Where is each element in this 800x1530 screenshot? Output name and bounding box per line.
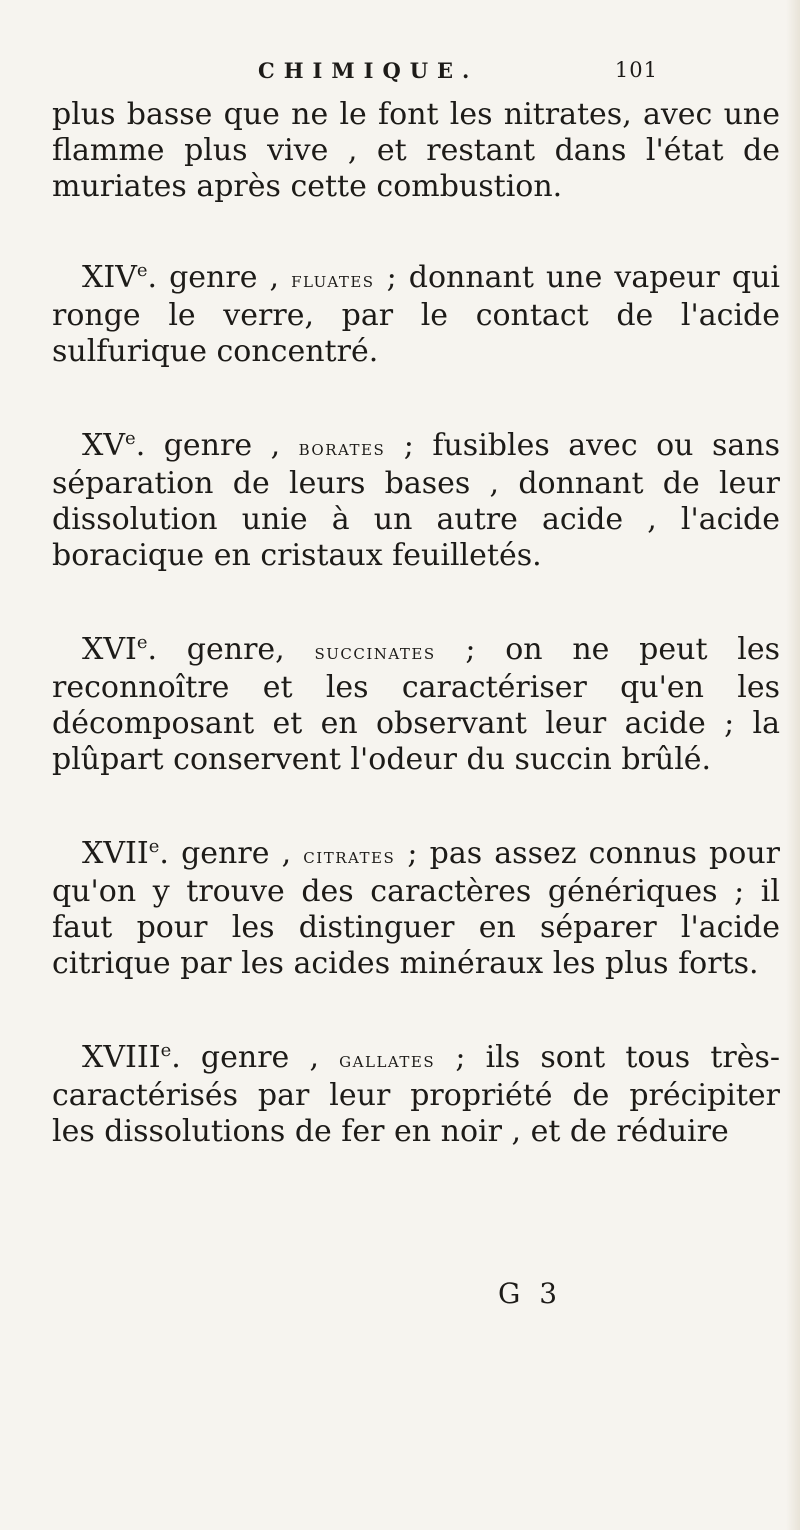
genre-description: ; donnant une vapeur qui ronge le verre, par le contact de l'acide sulfurique concentré.: [52, 260, 780, 369]
genre-description: ; on ne peut les reconnoître et les caractériser qu'en les décomposant et en observant leur acide ; la plûpart conservent l'odeur du succin brûlé.: [52, 632, 780, 777]
genre-numeral: XVIII: [82, 1040, 161, 1075]
genre-label: . genre ,: [171, 1040, 340, 1075]
genre-name: succinates: [314, 640, 436, 664]
genre-ordinal-suffix: e: [148, 836, 160, 857]
page-number: 101: [614, 58, 658, 82]
page-edge-shadow: [786, 0, 800, 1530]
paragraph-genre-xiv: [52, 260, 780, 370]
running-title: CHIMIQUE.: [258, 58, 479, 83]
genre-description: ; fusibles avec ou sans séparation de leurs bases , donnant de leur dissolution unie à un autre acide , l'acide boracique en cristaux feuilletés.: [52, 428, 780, 573]
genre-numeral: XIV: [82, 260, 137, 295]
genre-description: ; ils sont tous très-caractérisés par leur propriété de précipiter les dissolutions de fer en noir , et de réduire: [52, 1040, 780, 1149]
genre-ordinal-suffix: e: [136, 260, 148, 281]
genre-label: . genre ,: [147, 260, 292, 295]
genre-ordinal-suffix: e: [125, 428, 136, 449]
genre-description: ; pas assez connus pour qu'on y trouve des caractères génériques ; il faut pour les distinguer en séparer l'acide citrique par les acides minéraux les plus forts.: [52, 836, 780, 981]
genre-ordinal-suffix: e: [160, 1040, 172, 1061]
paragraph-genre-xv: [52, 428, 780, 574]
genre-name: gallates: [339, 1048, 436, 1072]
genre-label: . genre,: [147, 632, 315, 667]
paragraph-genre-xviii: [52, 1040, 780, 1150]
genre-numeral: XVI: [82, 632, 137, 667]
genre-name: fluates: [291, 268, 375, 292]
genre-ordinal-suffix: e: [136, 632, 148, 653]
paragraph-genre-xvi: [52, 632, 780, 778]
genre-name: citrates: [303, 844, 396, 868]
signature-mark: G 3: [498, 1277, 563, 1310]
paragraph-text: plus basse que ne le font les nitrates, avec une flamme plus vive , et restant dans l'état de muriates après cette combustion.: [52, 97, 780, 204]
paragraph-genre-xvii: [52, 836, 780, 982]
genre-name: borates: [298, 436, 386, 460]
running-head: [258, 58, 658, 98]
paragraph-continuation: [52, 97, 780, 205]
genre-label: . genre ,: [135, 428, 299, 463]
genre-numeral: XVII: [82, 836, 149, 871]
genre-label: . genre ,: [159, 836, 304, 871]
body-text: [52, 97, 780, 1208]
genre-numeral: XV: [82, 428, 126, 463]
